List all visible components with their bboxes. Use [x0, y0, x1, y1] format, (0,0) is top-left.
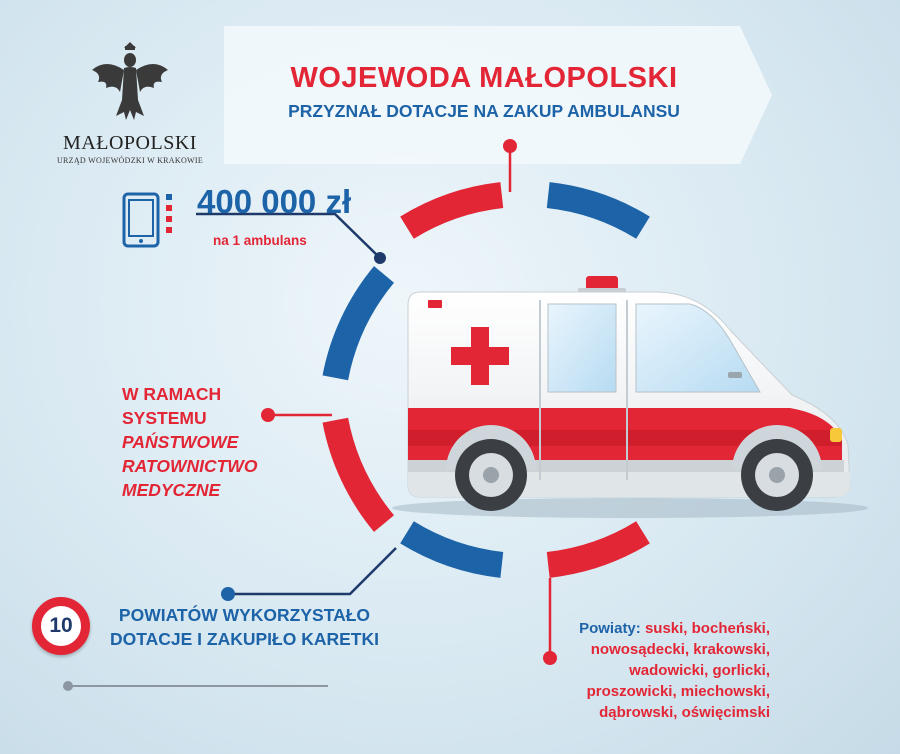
- system-line-5: MEDYCZNE: [122, 480, 221, 500]
- page-subtitle: PRZYZNAŁ DOTACJE NA ZAKUP AMBULANSU: [288, 101, 680, 121]
- system-line-4: RATOWNICTWO: [122, 456, 258, 476]
- grant-per-unit: na 1 ambulans: [213, 233, 307, 248]
- wheel-front: [741, 439, 813, 511]
- emblem-name: MAŁOPOLSKI: [63, 132, 197, 154]
- count-text-line-2: DOTACJE I ZAKUPIŁO KARETKI: [110, 629, 379, 649]
- grant-amount: 400 000 zł: [197, 183, 352, 220]
- emblem-subtitle: URZĄD WOJEWÓDZKI W KRAKOWIE: [56, 156, 204, 165]
- counties-line-2: nowosądecki, krakowski,: [590, 641, 770, 658]
- counties-line-4: proszowicki, miechowski,: [586, 683, 770, 700]
- count-text-line-1: POWIATÓW WYKORZYSTAŁO: [118, 605, 371, 625]
- siren-light: [586, 276, 618, 290]
- count-badge: 10: [32, 597, 90, 655]
- page-title: WOJEWODA MAŁOPOLSKI: [290, 62, 678, 94]
- counties-line-1: suski, bocheński,: [644, 620, 770, 637]
- counties-line-3: wadowicki, gorlicki,: [629, 662, 770, 679]
- counties-line-5: dąbrowski, oświęcimski: [599, 704, 770, 721]
- system-line-1: W RAMACH: [122, 384, 222, 404]
- wheel-rear: [455, 439, 527, 511]
- counties-label: Powiaty:: [579, 620, 641, 637]
- system-line-3: PAŃSTWOWE: [122, 432, 239, 452]
- system-line-2: SYSTEMU: [122, 408, 207, 428]
